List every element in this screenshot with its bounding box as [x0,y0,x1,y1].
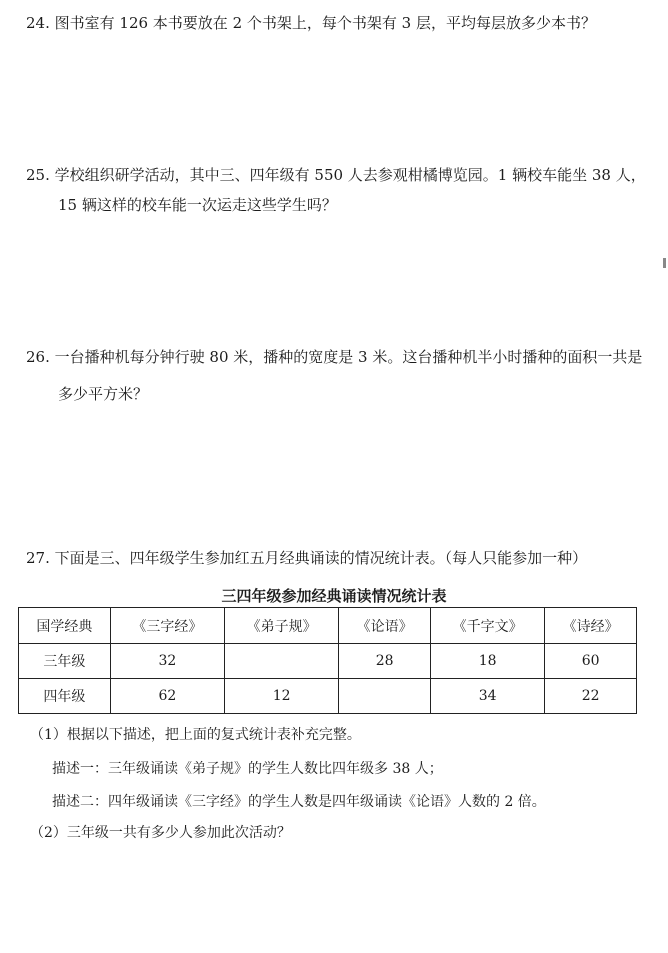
row-label: 四年级 [19,679,111,714]
question-26 [26,348,642,366]
question-24 [26,14,596,32]
table-row [19,644,637,679]
table-cell: 32 [110,644,224,679]
table-cell: 18 [431,644,545,679]
question-25-continuation: 15 辆这样的校车能一次运走这些学生吗？ [58,196,337,214]
table-cell: 62 [110,679,224,714]
table-title: 三四年级参加经典诵读情况统计表 [221,587,447,605]
header-cell: 《弟子规》 [225,608,339,644]
row-label: 三年级 [19,644,111,679]
table-cell: 34 [431,679,545,714]
question-text: 一台播种机每分钟行驶 80 米，播种的宽度是 3 米。这台播种机半小时播种的面积一共是 [54,348,643,366]
question-27 [26,549,587,567]
table-header-row [19,608,637,644]
table-cell-blank[interactable] [225,644,339,679]
table-cell-blank[interactable] [339,679,431,714]
header-cell: 《诗经》 [545,608,637,644]
table-cell: 12 [225,679,339,714]
question-number: 26. [26,348,50,366]
header-cell: 《千字文》 [431,608,545,644]
table-cell: 28 [339,644,431,679]
question-number: 25. [26,166,50,184]
question-text: 下面是三、四年级学生参加红五月经典诵读的情况统计表。（每人只能参加一种） [54,549,588,567]
description-1: 描述一：三年级诵读《弟子规》的学生人数比四年级多 38 人； [52,761,443,777]
subquestion-2: （2）三年级一共有多少人参加此次活动？ [30,825,291,841]
subquestion-1: （1）根据以下描述，把上面的复式统计表补充完整。 [30,727,361,743]
question-number: 27. [26,549,50,567]
question-text: 学校组织研学活动，其中三、四年级有 550 人去参观柑橘博览园。1 辆校车能坐 38 人， [54,166,646,184]
question-25 [26,166,646,184]
question-number: 24. [26,14,50,32]
table-cell: 60 [545,644,637,679]
header-cell: 《论语》 [339,608,431,644]
header-cell: 《三字经》 [110,608,224,644]
question-26-continuation: 多少平方米？ [58,385,149,403]
statistics-table [18,607,637,714]
table-cell: 22 [545,679,637,714]
header-cell: 国学经典 [19,608,111,644]
question-text: 图书室有 126 本书要放在 2 个书架上，每个书架有 3 层，平均每层放多少本书？ [54,14,596,32]
scan-edge-mark [663,258,666,268]
description-2: 描述二：四年级诵读《三字经》的学生人数是四年级诵读《论语》人数的 2 倍。 [52,794,546,810]
table-row [19,679,637,714]
